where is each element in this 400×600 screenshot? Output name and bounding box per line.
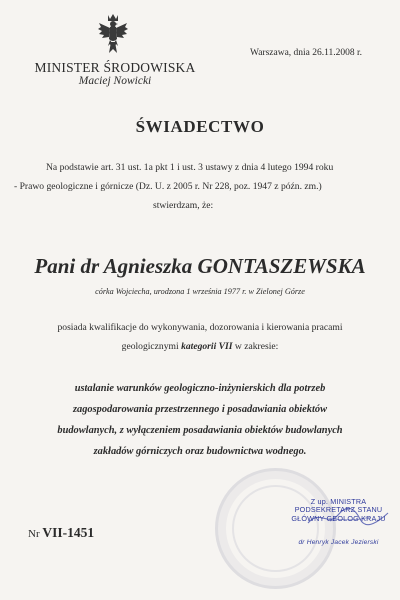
category-label: kategorii VII — [181, 341, 233, 352]
number-value: VII-1451 — [42, 525, 95, 540]
legal-basis-line: Na podstawie art. 31 ust. 1a pkt 1 i ust. 3 ustawy z dnia 4 lutego 1994 roku — [46, 162, 334, 173]
scope-line: zagospodarowania przestrzennego i posadawiania obiektów — [72, 404, 328, 415]
official-stamp — [276, 498, 400, 548]
stamp-line: PODSEKRETARZ STANU — [294, 505, 383, 515]
stamp-line: GŁÓWNY GEOLOG KRAJU — [291, 513, 386, 523]
certificate-number — [28, 525, 148, 541]
qualification-text: w zakresie: — [232, 341, 279, 352]
scope — [0, 378, 400, 462]
recipient-details: córka Wojciecha, urodzona 1 września 1977 r. w Zielonej Górze — [95, 287, 305, 296]
qualification-text: geologicznymi — [121, 341, 182, 352]
place-date: Warszawa, dnia 26.11.2008 r. — [250, 48, 363, 58]
qualification-line: posiada kwalifikacje do wykonywania, dozorowania i kierowania pracami — [57, 322, 343, 333]
minister-name: Maciej Nowicki — [78, 75, 152, 87]
stamp-signer: dr Henryk Jacek Jezierski — [298, 539, 379, 547]
recipient-name: Pani dr Agnieszka GONTASZEWSKA — [34, 254, 366, 278]
scope-line: zakładów górniczych oraz budownictwa wodnego. — [93, 446, 307, 457]
number-prefix: Nr — [28, 528, 40, 540]
polish-eagle-icon — [97, 13, 129, 55]
document-title: ŚWIADECTWO — [135, 117, 265, 136]
qualification-line — [0, 337, 400, 356]
legal-basis — [14, 158, 394, 215]
scope-line: budowlanych, z wyłączeniem posadawiania obiektów budowlanych — [57, 425, 343, 436]
scope-line: ustalanie warunków geologiczno-inżynierskich dla potrzeb — [74, 383, 326, 394]
legal-basis-line: stwierdzam, że: — [153, 200, 214, 211]
legal-basis-line: - Prawo geologiczne i górnicze (Dz. U. z 2005 r. Nr 228, poz. 1947 z późn. zm.) — [14, 181, 322, 192]
stamp-line: Z up. MINISTRA — [310, 497, 367, 506]
minister-title: MINISTER ŚRODOWISKA — [34, 60, 196, 75]
qualification — [0, 318, 400, 356]
